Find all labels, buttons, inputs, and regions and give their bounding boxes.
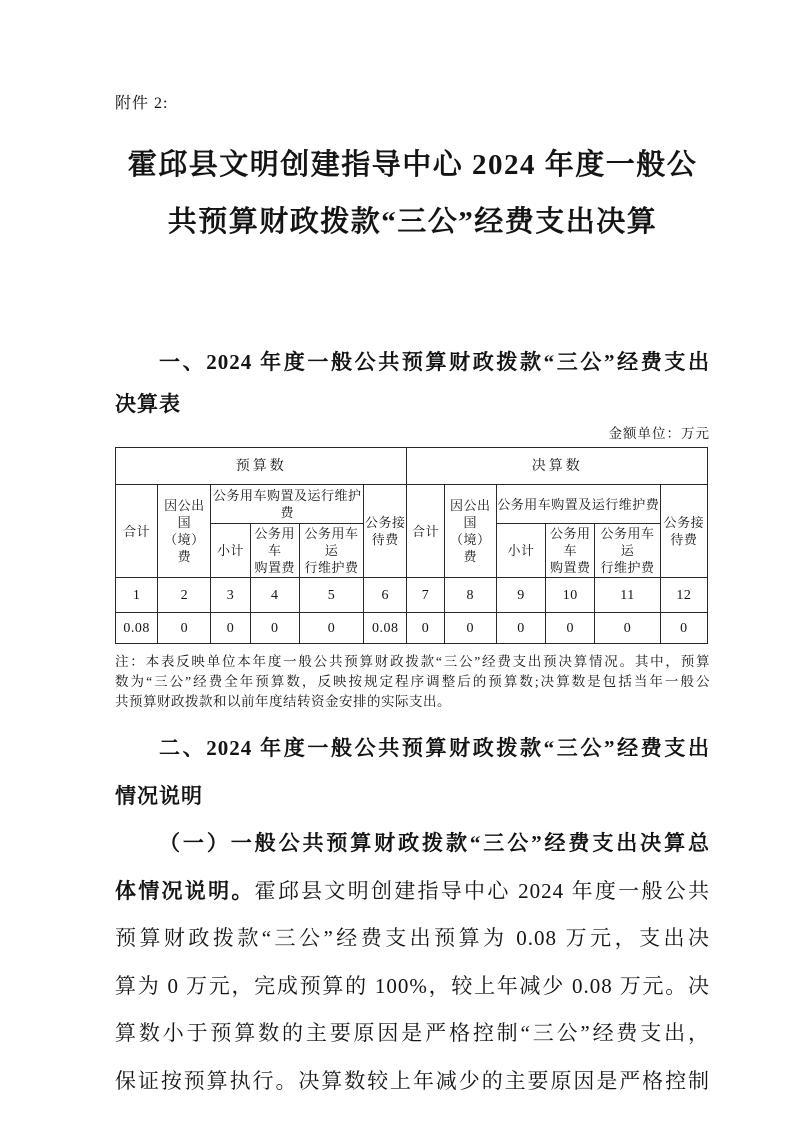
value-cell: 0	[546, 613, 595, 644]
final-subtotal-header: 小计	[496, 524, 545, 578]
budget-abroad-header	[158, 485, 211, 578]
budget-group-header: 预算数	[116, 448, 407, 485]
index-cell: 7	[407, 578, 444, 613]
index-cell: 10	[546, 578, 595, 613]
final-vehicle-group-header: 公务用车购置及运行维护费	[496, 485, 660, 524]
sangong-expense-table	[115, 447, 708, 644]
value-cell: 0.08	[116, 613, 158, 644]
para-line	[115, 1010, 710, 1058]
header-line: 因公出国	[449, 498, 491, 530]
table-note	[115, 652, 710, 712]
para-text: 保证按预算执行。决算数较上年减少的主要原因是严格控制	[115, 1068, 710, 1093]
index-cell: 12	[660, 578, 707, 613]
para-bold-text: 体情况说明。	[115, 878, 255, 903]
section2-heading-line: 情况说明	[115, 784, 203, 808]
header-line: （境）费	[449, 532, 491, 564]
final-reception-header	[660, 485, 707, 578]
final-total-header: 合计	[407, 485, 444, 578]
section2-heading-line: 二、2024 年度一般公共预算财政拨款“三公”经费支出	[159, 736, 710, 760]
header-line: 行维护费	[600, 560, 655, 575]
note-line: 数为“三公”经费全年预算数，反映按规定程序调整后的预算数;决算数是包括当年一般公	[115, 674, 710, 689]
header-line: 公务用车运	[304, 526, 359, 558]
header-line: 待费	[371, 532, 399, 547]
table-header-row-top	[116, 485, 708, 524]
note-line: 共预算财政拨款和以前年度结转资金安排的实际支出。	[115, 694, 451, 709]
attachment-label: 附件 2:	[115, 95, 169, 112]
final-abroad-header	[444, 485, 496, 578]
note-line: 注：本表反映单位本年度一般公共预算财政拨款“三公”经费支出预决算情况。其中，预算	[115, 654, 710, 669]
budget-operation-header	[299, 524, 363, 578]
index-cell: 3	[211, 578, 250, 613]
para-text: 算为 0 万元，完成预算的 100%，较上年减少 0.08 万元。决	[115, 973, 710, 998]
budget-vehicle-group-header: 公务用车购置及运行维护费	[211, 485, 364, 524]
para-text: 算数小于预算数的主要原因是严格控制“三公”经费支出，	[115, 1021, 710, 1045]
document-title	[115, 137, 710, 251]
index-cell: 11	[595, 578, 660, 613]
final-operation-header	[595, 524, 660, 578]
title-line: 霍邱县文明创建指导中心 2024 年度一般公	[127, 149, 698, 181]
budget-subtotal-header: 小计	[211, 524, 250, 578]
budget-total-header: 合计	[116, 485, 158, 578]
table-value-row	[116, 613, 708, 644]
para-line	[115, 1058, 710, 1106]
value-cell: 0	[595, 613, 660, 644]
index-cell: 9	[496, 578, 545, 613]
final-group-header: 决算数	[407, 448, 708, 485]
value-cell: 0	[444, 613, 496, 644]
index-cell: 5	[299, 578, 363, 613]
section1-heading-line: 决算表	[115, 392, 181, 416]
para-bold-text: （一）一般公共预算财政拨款“三公”经费支出决算总	[159, 831, 710, 855]
amount-unit-label: 金额单位：万元	[608, 426, 710, 441]
header-line: 公务用车	[549, 526, 591, 558]
para-line	[115, 963, 710, 1011]
header-line: 购置费	[549, 560, 591, 575]
header-line: 因公出国	[164, 498, 205, 530]
index-cell: 4	[250, 578, 299, 613]
value-cell: 0	[660, 613, 707, 644]
title-line: 共预算财政拨款“三公”经费支出决算	[167, 206, 658, 238]
budget-purchase-header	[250, 524, 299, 578]
section1-heading	[115, 341, 710, 425]
value-cell: 0	[211, 613, 250, 644]
final-purchase-header	[546, 524, 595, 578]
value-cell: 0.08	[364, 613, 407, 644]
para-line	[115, 868, 710, 916]
header-line: 公务接	[365, 515, 406, 530]
para-overall-description	[115, 820, 710, 1105]
index-cell: 1	[116, 578, 158, 613]
value-cell: 0	[496, 613, 545, 644]
header-line: 待费	[670, 532, 698, 547]
index-cell: 2	[158, 578, 211, 613]
header-line: 行维护费	[304, 560, 359, 575]
section1-heading-line: 一、2024 年度一般公共预算财政拨款“三公”经费支出	[159, 350, 710, 374]
header-line: 购置费	[254, 560, 296, 575]
para-line	[115, 820, 710, 868]
header-line: 公务接	[663, 515, 705, 530]
header-line: 公务用车运	[600, 526, 655, 558]
table-group-header-row	[116, 448, 708, 485]
value-cell: 0	[299, 613, 363, 644]
budget-reception-header	[364, 485, 407, 578]
index-cell: 6	[364, 578, 407, 613]
index-cell: 8	[444, 578, 496, 613]
para-text: 霍邱县文明创建指导中心 2024 年度一般公共	[254, 878, 710, 903]
para-line	[115, 915, 710, 963]
section2-heading	[115, 724, 710, 820]
value-cell: 0	[158, 613, 211, 644]
header-line: 公务用车	[254, 526, 296, 558]
table-index-row	[116, 578, 708, 613]
para-text: 预算财政拨款“三公”经费支出预算为 0.08 万元，支出决	[115, 926, 710, 950]
header-line: （境）费	[164, 532, 205, 564]
value-cell: 0	[407, 613, 444, 644]
value-cell: 0	[250, 613, 299, 644]
